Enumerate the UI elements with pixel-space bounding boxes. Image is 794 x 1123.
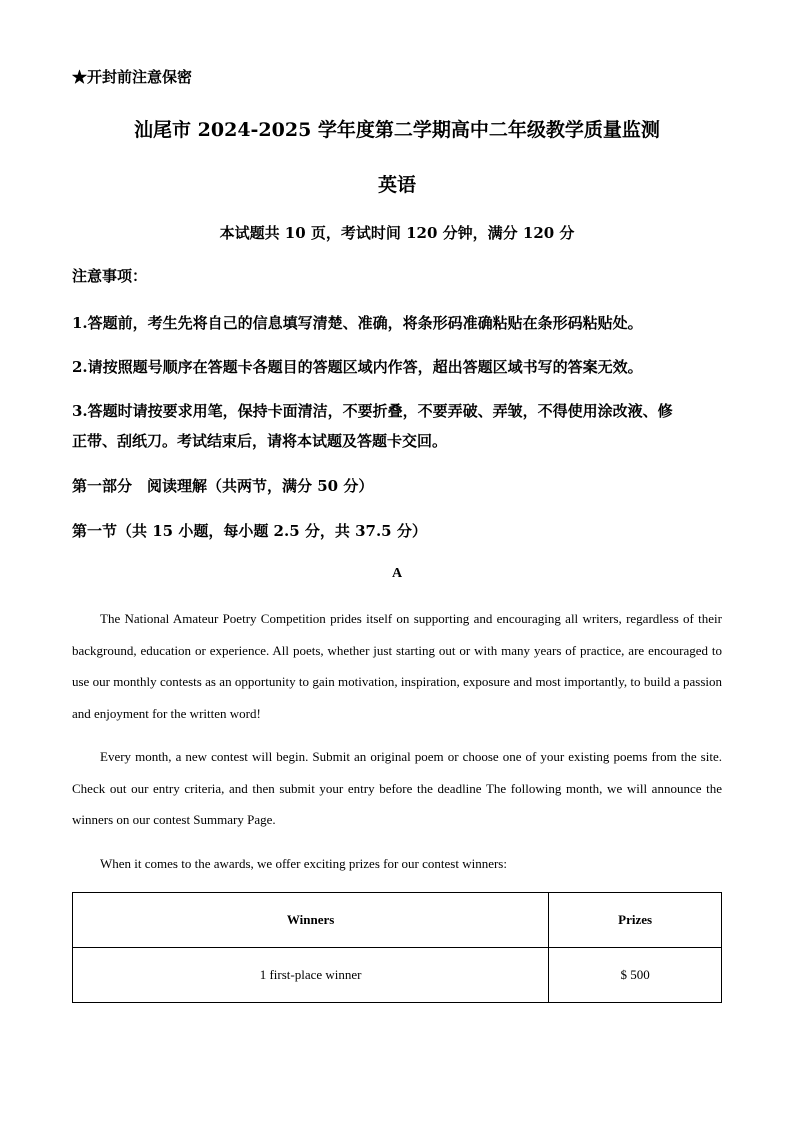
notice-item: 3.答题时请按要求用笔，保持卡面清洁，不要折叠，不要弄破、弄皱，不得使用涂改液、修	[72, 402, 673, 420]
table-header-row	[73, 893, 722, 948]
part-title: 第一部分 阅读理解（共两节，满分 50 分）	[72, 477, 374, 495]
prize-table	[72, 892, 722, 1003]
table-cell: 1 first-place winner	[73, 948, 549, 1003]
notice-item: 正带、刮纸刀。考试结束后，请将本试题及答题卡交回。	[72, 432, 448, 450]
table-header-cell: Prizes	[549, 893, 722, 948]
exam-info: 本试题共 10 页，考试时间 120 分钟，满分 120 分	[219, 224, 575, 242]
exam-title: 汕尾市 2024-2025 学年度第二学期高中二年级教学质量监测	[134, 119, 660, 141]
notice-heading: 注意事项：	[72, 267, 148, 285]
passage-paragraph: When it comes to the awards, we offer exciting prizes for our contest winners:	[100, 856, 507, 871]
table-row	[73, 948, 722, 1003]
secret-note: ★开封前注意保密	[72, 68, 193, 86]
notice-item: 1.答题前，考生先将自己的信息填写清楚、准确，将条形码准确粘贴在条形码粘贴处。	[72, 314, 643, 332]
table-cell: $ 500	[549, 948, 722, 1003]
passage-paragraph: Every month, a new contest will begin. Submit an original poem or choose one of your existing poems from the site. Check out our entry criteria, and then submit your entry before the deadline The following month, we will announce the winners on our contest Summary Page.	[72, 749, 722, 828]
notice-item: 2.请按照题号顺序在答题卡各题目的答题区域内作答，超出答题区域书写的答案无效。	[72, 358, 643, 376]
passage-paragraph: The National Amateur Poetry Competition prides itself on supporting and encouraging all writers, regardless of their background, education or experience. All poets, whether just starting out or with many years of practice, are encouraged to use our monthly contests as an opportunity to gain motivation, inspiration, exposure and most importantly, to build a passion and enjoyment for the written word!	[72, 611, 722, 721]
section-title: 第一节（共 15 小题，每小题 2.5 分，共 37.5 分）	[72, 522, 427, 540]
subject-title: 英语	[377, 174, 416, 196]
passage-label: A	[391, 566, 403, 581]
table-header-cell: Winners	[73, 893, 549, 948]
